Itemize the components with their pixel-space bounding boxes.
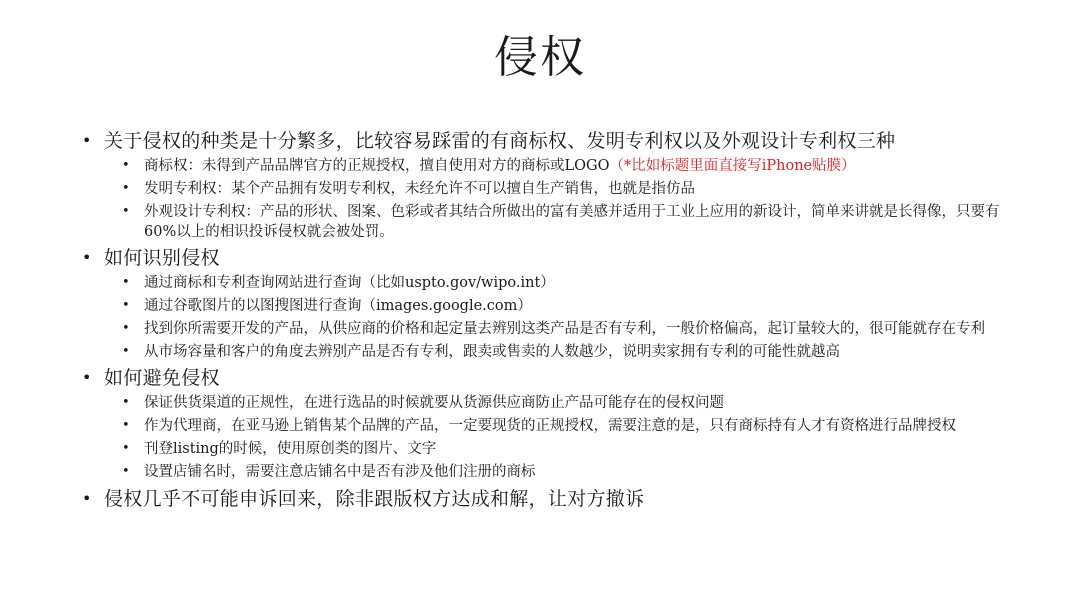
list-item: • 刊登listing的时候，使用原创类的图片、文字	[80, 439, 1010, 459]
section-list-identify	[80, 273, 1010, 362]
section-heading-types: • 关于侵权的种类是十分繁多，比较容易踩雷的有商标权、发明专利权以及外观设计专利权三种	[80, 128, 1010, 154]
section-list-avoid	[80, 393, 1010, 482]
section-heading-avoid: • 如何避免侵权	[80, 365, 1010, 391]
list-item: • 作为代理商，在亚马逊上销售某个品牌的产品，一定要现货的正规授权，需要注意的是，只有商标持有人才有资格进行品牌授权	[80, 416, 1010, 436]
list-item-design-patent: • 外观设计专利权：产品的形状、图案、色彩或者其结合所做出的富有美感并适用于工业上应用的新设计，简单来讲就是长得像，只要有60%以上的相识投诉侵权就会被处罚。	[80, 202, 1010, 242]
list-item: • 设置店铺名时，需要注意店铺名中是否有涉及他们注册的商标	[80, 462, 1010, 482]
list-item: • 通过商标和专利查询网站进行查询（比如uspto.gov/wipo.int）	[80, 273, 1010, 293]
list-item: • 保证供货渠道的正规性，在进行选品的时候就要从货源供应商防止产品可能存在的侵权问题	[80, 393, 1010, 413]
section-heading-identify: • 如何识别侵权	[80, 245, 1010, 271]
list-item-text: 商标权：未得到产品品牌官方的正规授权，擅自使用对方的商标或LOGO	[144, 158, 610, 174]
slide-body	[80, 128, 1010, 514]
list-item: • 找到你所需要开发的产品，从供应商的价格和起定量去辨别这类产品是否有专利，一般价格偏高，起订量较大的，很可能就存在专利	[80, 319, 1010, 339]
slide-title: 侵权	[494, 32, 586, 83]
list-item: • 从市场容量和客户的角度去辨别产品是否有专利，跟卖或售卖的人数越少，说明卖家拥有专利的可能性就越高	[80, 342, 1010, 362]
list-item: • 通过谷歌图片的以图搜图进行查询（images.google.com）	[80, 296, 1010, 316]
section-heading-conclusion: • 侵权几乎不可能申诉回来，除非跟版权方达成和解，让对方撤诉	[80, 486, 1010, 512]
red-note: （*比如标题里面直接写iPhone贴膜）	[609, 158, 856, 174]
list-item-invention-patent: • 发明专利权：某个产品拥有发明专利权，未经允许不可以擅自生产销售，也就是指仿品	[80, 179, 1010, 199]
section-list-types	[80, 156, 1010, 242]
list-item-trademark	[80, 156, 1010, 176]
